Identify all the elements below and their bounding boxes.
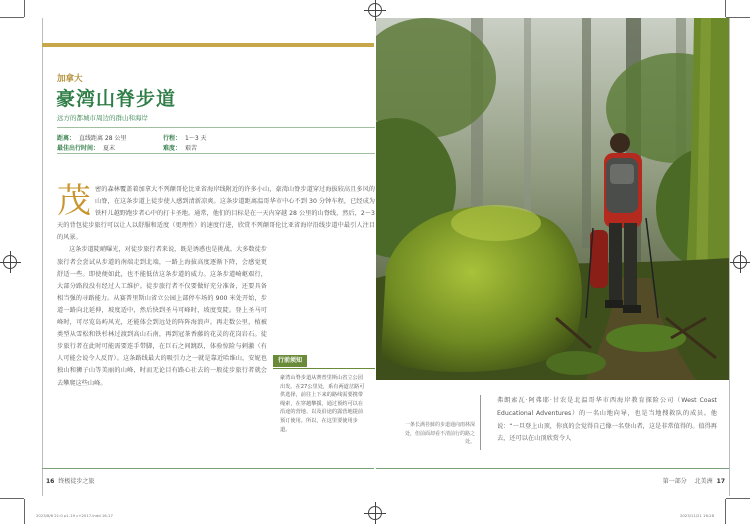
paragraph-text: 密的森林覆盖着加拿大不列颠哥伦比亚省海岸线附近的许多小山，豪湾山脊步道穿过海拔较高且多风的山脊，在这条步道上徒步使人感到清新凉爽。这条步道距离温哥华市中心不到 30 分钟车程，已经成为铁杆儿越野跑步者心中的打卡圣地。通常，他们的目标是在一天内穿越 28 公里的山脊线，然后，2～3 天的背包徒步旅行可以让人以舒服和适度（更理性）的速度行进，欣赏不列颠哥伦比亚省海岸沿线步道中最引人注目的风景。 [57, 186, 375, 242]
crop-mark [725, 0, 726, 17]
paragraph [57, 181, 375, 244]
page-title: 豪湾山脊步道 [56, 88, 177, 110]
meta-rule-top [57, 127, 375, 128]
registration-mark [733, 255, 747, 269]
meta-duration-value: 1～3 天 [185, 135, 207, 142]
meta-duration-label: 行程： [163, 135, 182, 142]
photo-caption: 一条长满苔藓的步道通向雨林深处，但前面却看不清前行的路之处。 [404, 422, 475, 445]
sidebox-text: 豪湾山脊步道从赛普里斯山省立公园出发。在27公里处，系有两道岔路可供选择，前往上下来的路线需要携带绳索，在穿越攀援，通过预约可以在沿途的营地、以及沿途的露营地提前预订使用。所以，在这里要使用步道。 [280, 375, 365, 433]
page-edge [42, 18, 43, 496]
meta-rule-bottom [57, 153, 375, 154]
registration-mark [368, 3, 382, 17]
meta-difficulty-label: 难度： [163, 145, 182, 152]
registration-mark [368, 506, 382, 520]
sidebox-title: 行前须知 [273, 355, 307, 367]
page-subtitle: 远方的都城市周边的群山和海岸 [57, 114, 148, 122]
drop-cap: 茂 [57, 181, 91, 221]
header-rule [42, 43, 374, 47]
left-page-number: 16 [46, 478, 55, 485]
right-page-number: 17 [716, 478, 725, 485]
right-folio [663, 476, 729, 485]
meta-distance [57, 133, 126, 142]
meta-difficulty [163, 143, 197, 152]
meta-distance-value: 直线距离 28 公里 [79, 135, 127, 142]
meta-season-label: 最佳出行时间： [57, 145, 100, 152]
meta-season-value: 夏末 [103, 145, 116, 152]
footer-rule-right [376, 468, 729, 469]
left-running-title: 终极徒步之旅 [58, 478, 95, 485]
right-section-label: 第一部分 [662, 478, 687, 485]
paragraph-text: 这条步道陡峭曝光，对徒步旅行者来说，既是诱惑也是挑战。大多数徒步旅行者会尝试从步道的南端走到北端，一路上海拔高度逐渐下降，会感觉更舒适一些。即使便如此，也不能低估这条步道的威力。这条步道崎岖艰行，大部分路段没有经过人工维护。徒步旅行者不仅要做好充分准备，还要具备相当强的寻路能力。从赛普里斯山省立公园上部停车场的 900 米处开始，步道一路向北延伸，坡度适中，然后快到圣马可峰时，坡度变陡。登上圣马可峰时，可尽览岛屿风光，还能体会到远处的阵阵海浪声。再走数公里，植被类型从雪松和铁杉林过渡到高山石南，再到冠茶香藤的花灵的花岗岩石。徒步旅行者在此时可能需要连手带脚，在巨石之间跳跃，体验惊险与刺激（有人可能会说令人反胃）。这条路线最大的吸引力之一就是靠近哈维山，安妮也独山和狮子山等美丽的山峰，时而无论目有路心社去的一般徒步旅行者就会去攀爬这些山峰。 [57, 246, 267, 387]
crop-mark [24, 499, 25, 524]
print-slug-right: 2023/11/21 16:28 [679, 513, 714, 518]
forest-hiker-photo [376, 18, 729, 380]
right-running-title: 北美洲 [694, 478, 713, 485]
meta-season [57, 143, 115, 152]
caption-divider [480, 395, 481, 450]
crop-mark [0, 17, 24, 18]
country-label: 加拿大 [57, 74, 83, 84]
crop-mark [725, 499, 726, 524]
right-column-text: 弗朗索瓦·阿弗耶·甘农是北温哥华市西海岸教育探险公司（West Coast Educational Adventures）的一名山地向导，也是当地搜救队的成员。他说：“一旦登上山顶，你真的会觉得自己像一名登山者，这是非常值得的。值得再去，还可以在山顶欣赏令人 [497, 397, 717, 443]
crop-mark [726, 498, 750, 499]
page-edge [729, 18, 730, 496]
crop-mark [24, 0, 25, 17]
crop-mark [0, 498, 24, 499]
footer-rule-left [42, 468, 374, 469]
meta-duration [163, 133, 207, 142]
print-slug-left: 2023/8/6 21:0 p1-19 c+2017.indd 16-17 [36, 513, 113, 518]
meta-distance-label: 距离： [57, 135, 76, 142]
article-body [57, 181, 375, 390]
registration-mark [3, 255, 17, 269]
meta-difficulty-value: 艰苦 [185, 145, 198, 152]
left-folio [42, 476, 94, 485]
sidebox-rule [273, 368, 375, 369]
